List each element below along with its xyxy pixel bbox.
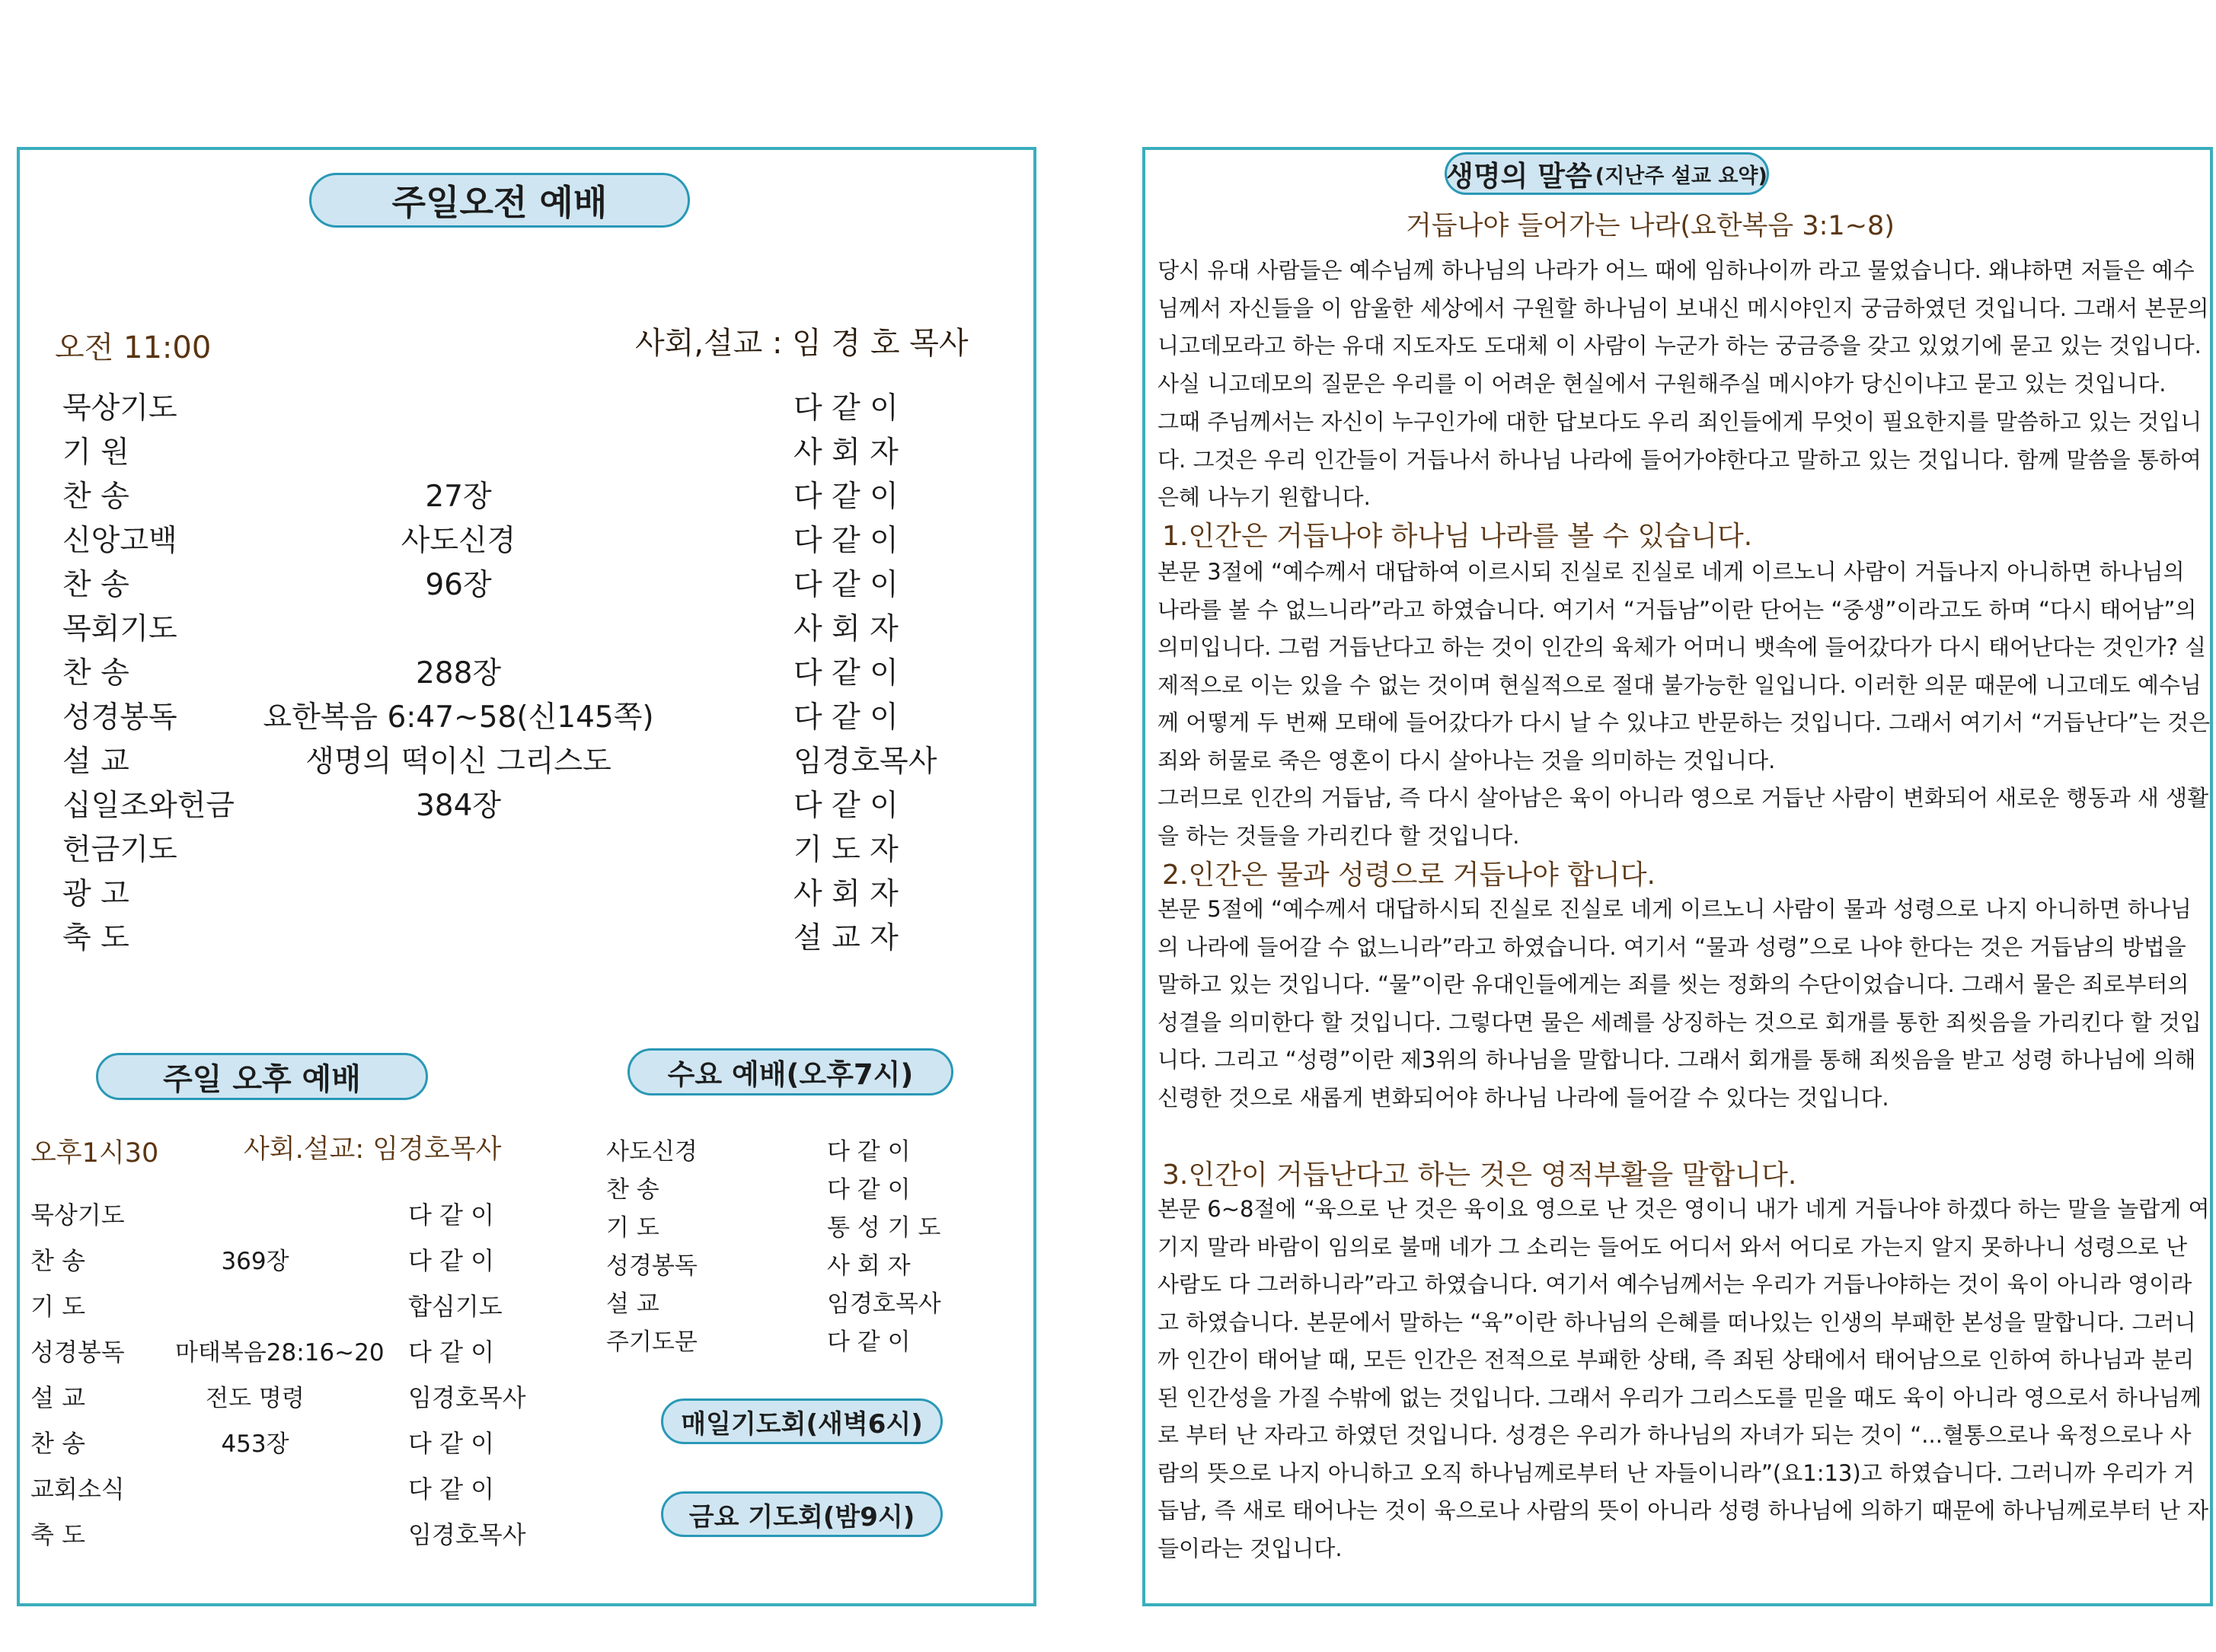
order-row [62,384,961,429]
order-item: 성경봉독 [606,1252,698,1280]
order-performer: 기 도 자 [793,833,899,867]
order-content: 96장 [425,568,492,602]
order-performer: 사 회 자 [793,612,899,646]
order-content: 생명의 떡이신 그리스도 [305,745,611,779]
order-row [606,1284,972,1322]
sermon-title: 거듭나야 들어가는 나라(요한복음 3:1~8) [1406,211,1895,241]
order-item: 기 도 [30,1292,85,1321]
order-row [606,1132,972,1170]
order-row [606,1170,972,1208]
order-item: 묵상기도 [30,1201,125,1229]
order-content: 384장 [415,789,502,823]
order-item: 성경봉독 [30,1338,125,1367]
order-item: 축 도 [62,921,129,955]
order-performer: 다 같 이 [408,1338,495,1367]
order-row [30,1196,495,1234]
order-performer: 임경호목사 [827,1290,941,1318]
order-row [62,561,961,605]
order-item: 찬 송 [62,568,129,602]
order-performer: 합심기도 [408,1292,503,1321]
order-item: 기 도 [606,1214,659,1242]
order-row [606,1208,972,1246]
order-performer: 다 같 이 [827,1328,911,1356]
order-row [62,694,961,738]
order-item: 신앙고백 [62,524,177,558]
sermon-paragraph: 당시 유대 사람들은 예수님께 하나님의 나라가 어느 때에 임하나이까 라고 물었습니다. 왜냐하면 저들은 예수님께서 자신들을 이 암울한 세상에서 구원할 하나님이 보내신 메시야인지 궁금하였던 것입니다. 그래서 본문의 니고데모라고 하는 유대 지도자도 도대체 이 사람이 누군가 하는 궁금증을 갖고 있었기에 묻고 있는 것입니다. [1157,257,2209,359]
order-item: 목회기도 [62,612,177,646]
order-item: 찬 송 [30,1246,85,1275]
order-row [30,1242,495,1280]
order-item: 축 도 [30,1520,85,1549]
sermon-point-heading: 2.인간은 물과 성령으로 거듭나야 합니다. [1162,859,1656,891]
order-row [62,870,961,914]
order-performer: 다 같 이 [827,1138,911,1166]
order-performer: 사 회 자 [793,435,899,470]
order-content: 사도신경 [401,524,516,558]
order-row [62,782,961,826]
order-row [30,1333,495,1371]
order-performer: 설 교 자 [793,921,899,955]
order-performer: 다 같 이 [408,1429,495,1458]
order-item: 사도신경 [606,1138,698,1166]
order-row [62,429,961,473]
order-performer: 다 같 이 [793,524,899,558]
order-performer: 임경호목사 [408,1383,526,1412]
sermon-paragraph: 본문 6~8절에 “육으로 난 것은 육이요 영으로 난 것은 영이니 내가 네게 거듭나야 하겠다 하는 말을 놀랍게 여기지 말라 바람이 임의로 불매 네가 그 소리는 들어도 어디서 와서 어디로 가는지 알지 못하나니 성령으로 난 사람도 다 그러하니라”라고 하였습니다. 여기서 예수님께서는 우리가 거듭나야하는 것이 육이 아니라 영이라고 하였습니다. 본문에서 말하는 “육”이란 하나님의 은혜를 떠나있는 인생의 부패한 본성을 말합니다. 그러니까 인간이 태어날 때, 모든 인간은 전적으로 부패한 상태, 즉 죄된 상태에서 태어남으로 인하여 하나님과 분리된 인간성을 가질 수밖에 없는 것입니다. 그래서 우리가 그리스도를 믿을 때도 육이 아니라 영으로서 하나님께로 부터 난 자라고 하였던 것입니다. 성경은 우리가 하나님의 자녀가 되는 것이 “...혈통으로나 육정으로나 사람의 뜻으로 나지 아니하고 오직 하나님께로부터 난 자들이니라”(요1:13)고 하였습니다. 그러니까 우리가 거듭남, 즉 새로 태어나는 것이 육으로나 사람의 뜻이 아니라 성령 하나님에 의하기 때문에 하나님께로부터 난 자들이라는 것입니다. [1157,1196,2210,1561]
order-performer: 다 같 이 [793,480,899,514]
order-item: 주기도문 [606,1328,698,1356]
order-content: 27장 [425,480,492,514]
order-item: 찬 송 [62,480,129,514]
sermon-section-title-sub: (지난주 설교 요약) [1595,164,1767,188]
order-item: 설 교 [30,1383,85,1412]
afternoon-service-time: 오후1시30 [30,1138,159,1169]
morning-service-leader: 사회,설교 : 임 경 호 목사 [635,326,969,361]
order-row [62,738,961,782]
order-row [62,517,961,561]
worship-order-panel [17,147,1036,1606]
order-content: 마태복음28:16~20 [175,1339,385,1367]
order-row [62,605,961,649]
order-content: 288장 [415,656,502,690]
order-performer: 다 같 이 [408,1246,495,1275]
morning-service-title: 주일오전 예배 [309,173,690,228]
order-performer: 임경호목사 [793,745,937,779]
order-row [62,826,961,870]
sermon-summary-panel [1142,147,2213,1606]
wednesday-service-title: 수요 예배(오후7시) [627,1048,953,1095]
order-performer: 다 같 이 [408,1475,495,1504]
daily-prayer-title: 매일기도회(새벽6시) [661,1398,943,1444]
order-content: 요한복음 6:47~58(신145쪽) [263,700,654,735]
afternoon-service-leader: 사회.설교: 임경호목사 [244,1134,502,1165]
sermon-paragraph: 그때 주님께서는 자신이 누구인가에 대한 답보다도 우리 죄인들에게 무엇이 필요한지를 말씀하고 있는 것입니다. 그것은 우리 인간들이 거듭나서 하나님 나라에 들어가야한다고 말하고 있는 것입니다. 함께 말씀을 통하여 은혜 나누기 원합니다. [1157,409,2202,510]
order-performer: 다 같 이 [408,1201,495,1229]
order-content: 369장 [221,1248,289,1275]
sermon-paragraph: 사실 니고데모의 질문은 우리를 이 어려운 현실에서 구원해주실 메시야가 당신이냐고 묻고 있는 것입니다. [1157,371,2167,397]
order-row [30,1470,495,1508]
order-row [606,1246,972,1284]
order-item: 광 고 [62,877,129,911]
order-item: 설 교 [606,1290,659,1318]
afternoon-service-title: 주일 오후 예배 [96,1053,428,1100]
order-item: 찬 송 [62,656,129,690]
order-row [62,914,961,958]
order-item: 십일조와헌금 [62,789,235,823]
morning-service-time: 오전 11:00 [55,330,212,365]
order-performer: 다 같 이 [793,700,899,735]
order-performer: 다 같 이 [793,568,899,602]
sermon-point-heading: 1.인간은 거듭나야 하나님 나라를 볼 수 있습니다. [1162,521,1753,552]
order-performer: 사 회 자 [827,1252,911,1280]
order-performer: 임경호목사 [408,1520,526,1549]
order-item: 기 원 [62,435,129,470]
order-item: 찬 송 [30,1429,85,1458]
order-performer: 다 같 이 [793,656,899,690]
order-item: 헌금기도 [62,833,177,867]
order-row [606,1322,972,1360]
order-performer: 다 같 이 [793,789,899,823]
order-content: 453장 [221,1430,289,1458]
friday-prayer-title: 금요 기도회(밤9시) [661,1491,943,1537]
sermon-point-heading: 3.인간이 거듭난다고 하는 것은 영적부활을 말합니다. [1162,1159,1797,1191]
order-row [30,1287,503,1325]
order-row [62,649,961,694]
order-row [62,473,961,517]
order-row [30,1379,526,1417]
sermon-paragraph: 그러므로 인간의 거듭남, 즉 다시 살아남은 육이 아니라 영으로 거듭난 사람이 변화되어 새로운 행동과 새 생활을 하는 것들을 가리킨다 할 것입니다. [1157,785,2209,849]
order-item: 설 교 [62,745,129,779]
order-performer: 다 같 이 [827,1176,911,1204]
order-performer: 사 회 자 [793,877,899,911]
sermon-paragraph: 본문 3절에 “예수께서 대답하여 이르시되 진실로 진실로 네게 이르노니 사람이 거듭나지 아니하면 하나님의 나라를 볼 수 없느니라”라고 하였습니다. 여기서 “거듭남”이란 단어는 “중생”이라고도 하며 “다시 태어남”의 의미입니다. 그럼 거듭난다고 하는 것이 인간의 육체가 어머니 뱃속에 들어갔다가 다시 태어난다는 것인가? 실제적으로 이는 있을 수 없는 것이며 현실적으로 절대 불가능한 일입니다. 이러한 의문 때문에 니고데도 예수님께 어떻게 두 번째 모태에 들어갔다가 다시 날 수 있냐고 반문하는 것입니다. 그래서 여기서 “거듭난다”는 것은 죄와 허물로 죽은 영혼이 다시 살아나는 것을 의미하는 것입니다. [1157,559,2211,773]
order-row [30,1424,495,1462]
order-performer: 통 성 기 도 [827,1214,941,1242]
sermon-paragraph: 본문 5절에 “예수께서 대답하시되 진실로 진실로 네게 이르노니 사람이 물과 성령으로 나지 아니하면 하나님의 나라에 들어갈 수 없느니라”라고 하였습니다. 여기서 “물과 성령”으로 나야 한다는 것은 거듭남의 방법을 말하고 있는 것입니다. “물”이란 유대인들에게는 죄를 씻는 정화의 수단이었습니다. 그래서 물은 죄로부터의 성결을 의미한다 할 것입니다. 그렇다면 물은 세례를 상징하는 것으로 회개를 통한 죄씻음을 가리킨다 할 것입니다. 그리고 “성령”이란 제3위의 하나님을 말합니다. 그래서 회개를 통해 죄씻음을 받고 성령 하나님에 의해 신령한 것으로 새롭게 변화되어야 하나님 나라에 들어갈 수 있다는 것입니다. [1157,896,2202,1111]
order-performer: 다 같 이 [793,391,899,426]
order-item: 묵상기도 [62,391,177,426]
order-item: 교회소식 [30,1475,125,1504]
sermon-section-title-main: 생명의 말씀 [1446,160,1592,193]
order-item: 찬 송 [606,1176,659,1204]
order-content: 전도 명령 [206,1385,305,1412]
order-row [30,1516,526,1554]
sermon-section-title [1445,152,1769,195]
order-item: 성경봉독 [62,700,177,735]
